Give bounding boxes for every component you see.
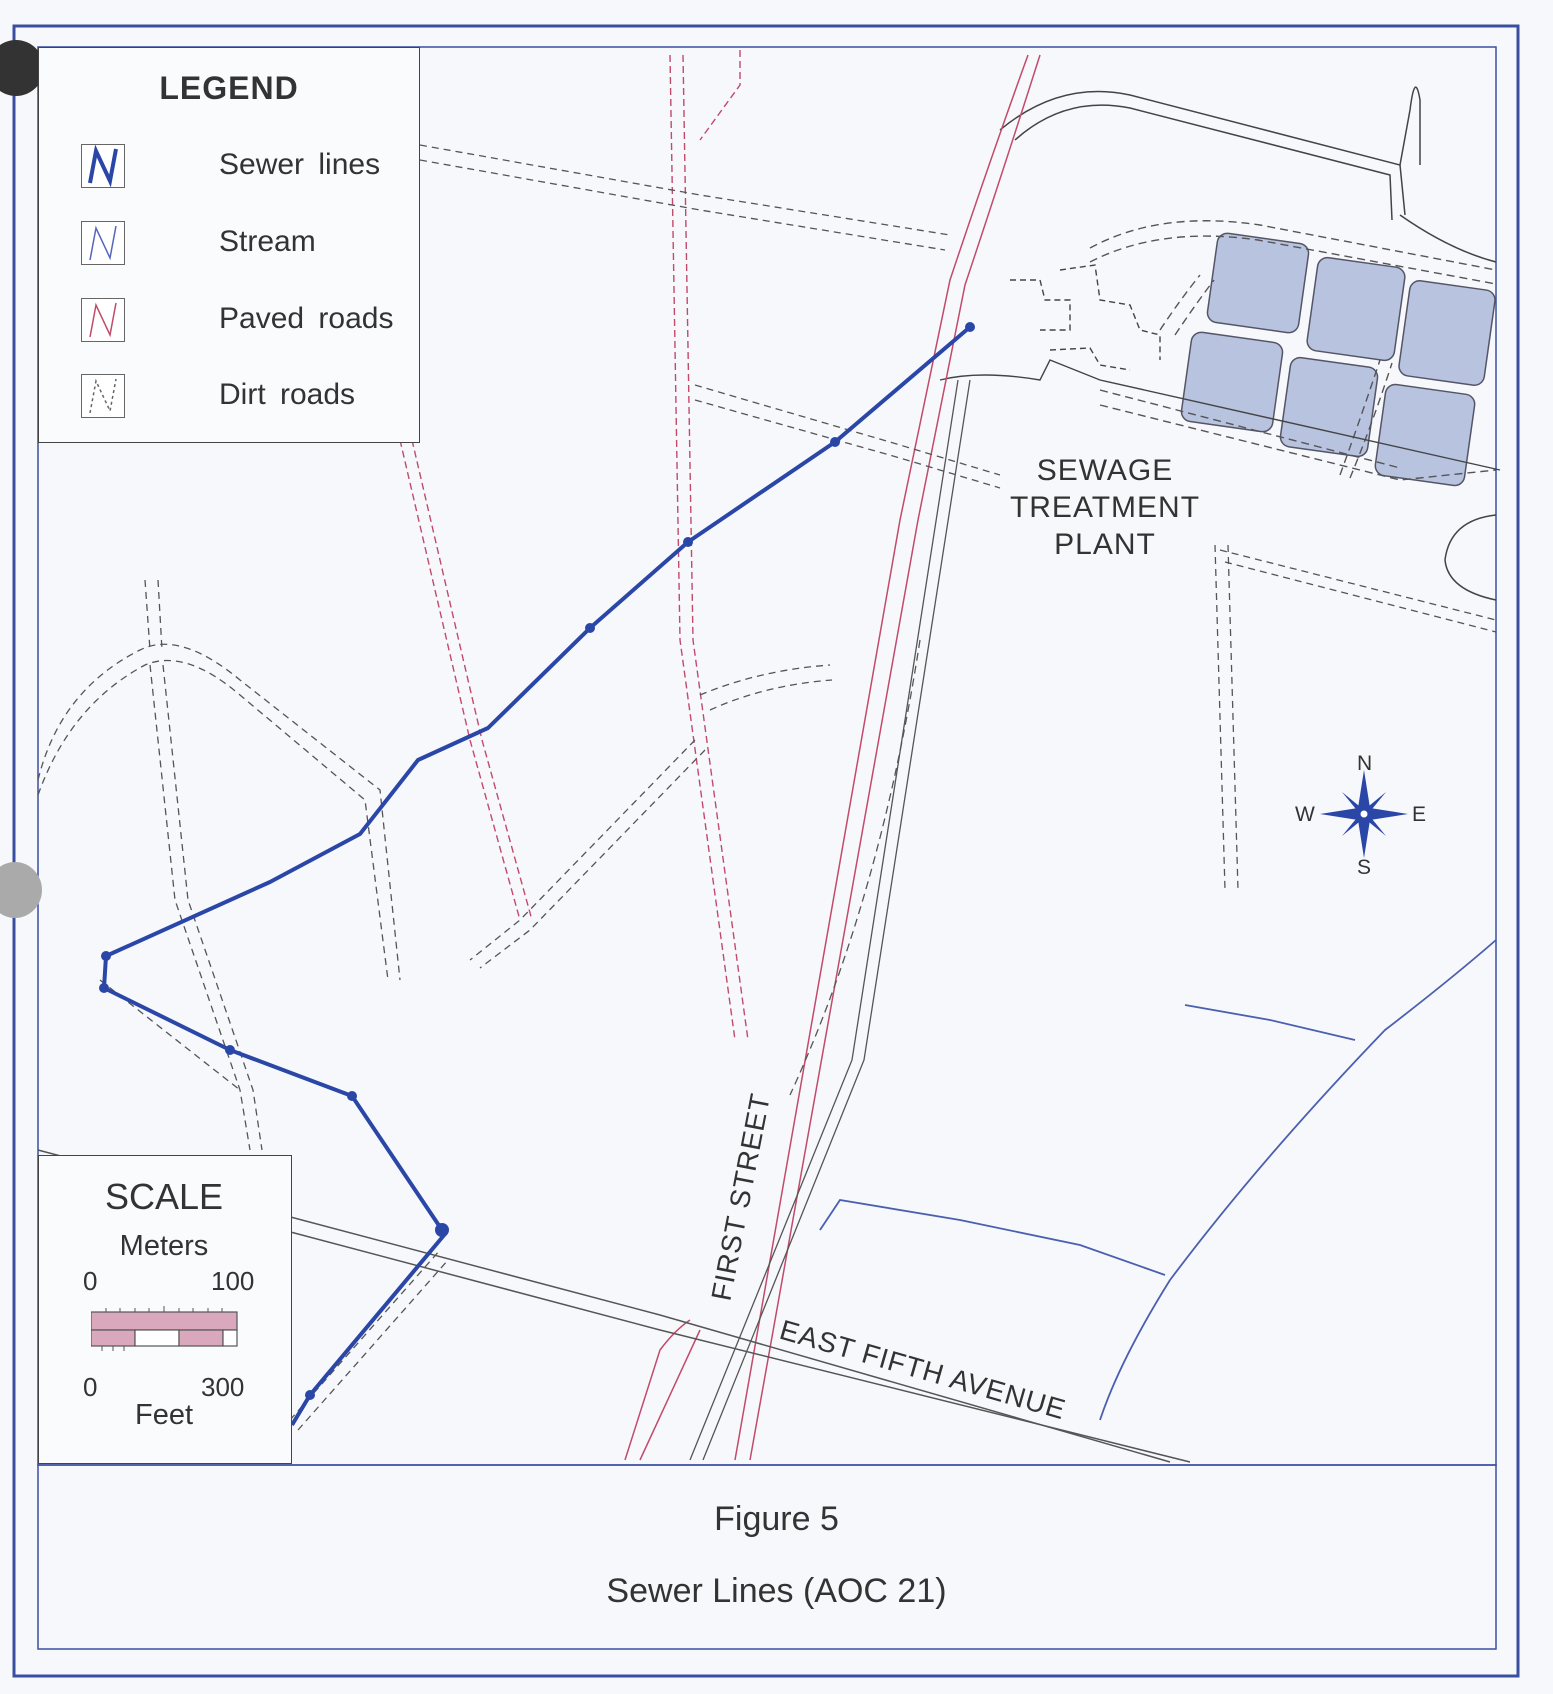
scale-feet-label: Feet: [134, 1399, 194, 1431]
scale-feet-min: 0: [83, 1372, 98, 1402]
figure-number: Figure 5: [714, 1500, 839, 1538]
streams: [820, 940, 1496, 1420]
scale-meters-min: 0: [83, 1266, 98, 1296]
legend-label-dirt-roads: Dirt roads: [219, 378, 356, 411]
legend-label-stream: Stream: [219, 225, 316, 258]
dirt-roads-swatch-icon: [81, 374, 125, 418]
legend-label-sewer-lines: Sewer lines: [219, 148, 381, 181]
figure-title: Sewer Lines (AOC 21): [606, 1572, 947, 1610]
treatment-ponds: [1180, 232, 1496, 487]
plant-label-line-2: TREATMENT: [1009, 491, 1201, 524]
west-paved-road: [400, 50, 748, 1040]
scale-bar-icon: [91, 1304, 241, 1360]
compass-west: W: [1295, 803, 1315, 826]
compass-rose-icon: [1320, 770, 1408, 858]
plant-buildings: [1010, 265, 1160, 370]
legend-label-paved-roads: Paved roads: [219, 302, 394, 335]
sewage-treatment-plant-label: [990, 452, 1220, 563]
scale-title: SCALE: [104, 1176, 224, 1217]
plant-label-line-3: PLANT: [1054, 528, 1156, 561]
stream-swatch-icon: [81, 221, 125, 265]
first-street-lower: [625, 1320, 700, 1460]
paved-roads-swatch-icon: [81, 298, 125, 342]
scale-meters-max: 100: [211, 1266, 255, 1296]
scale-feet-max: 300: [201, 1372, 245, 1402]
east-fifth-label: EAST FIFTH AVENUE: [776, 1313, 1070, 1426]
compass-north: N: [1357, 752, 1373, 775]
scale-box: [38, 1155, 292, 1464]
plant-label-line-1: SEWAGE: [1036, 454, 1174, 487]
legend-box: [38, 47, 420, 443]
compass-south: S: [1357, 856, 1372, 879]
compass-east: E: [1412, 803, 1427, 826]
scale-meters-label: Meters: [119, 1230, 209, 1262]
first-street-label: FIRST STREET: [705, 1090, 777, 1304]
caption-frame: [38, 1465, 1496, 1649]
legend-title: LEGEND: [159, 70, 299, 106]
sewer-lines-swatch-icon: [81, 144, 125, 188]
